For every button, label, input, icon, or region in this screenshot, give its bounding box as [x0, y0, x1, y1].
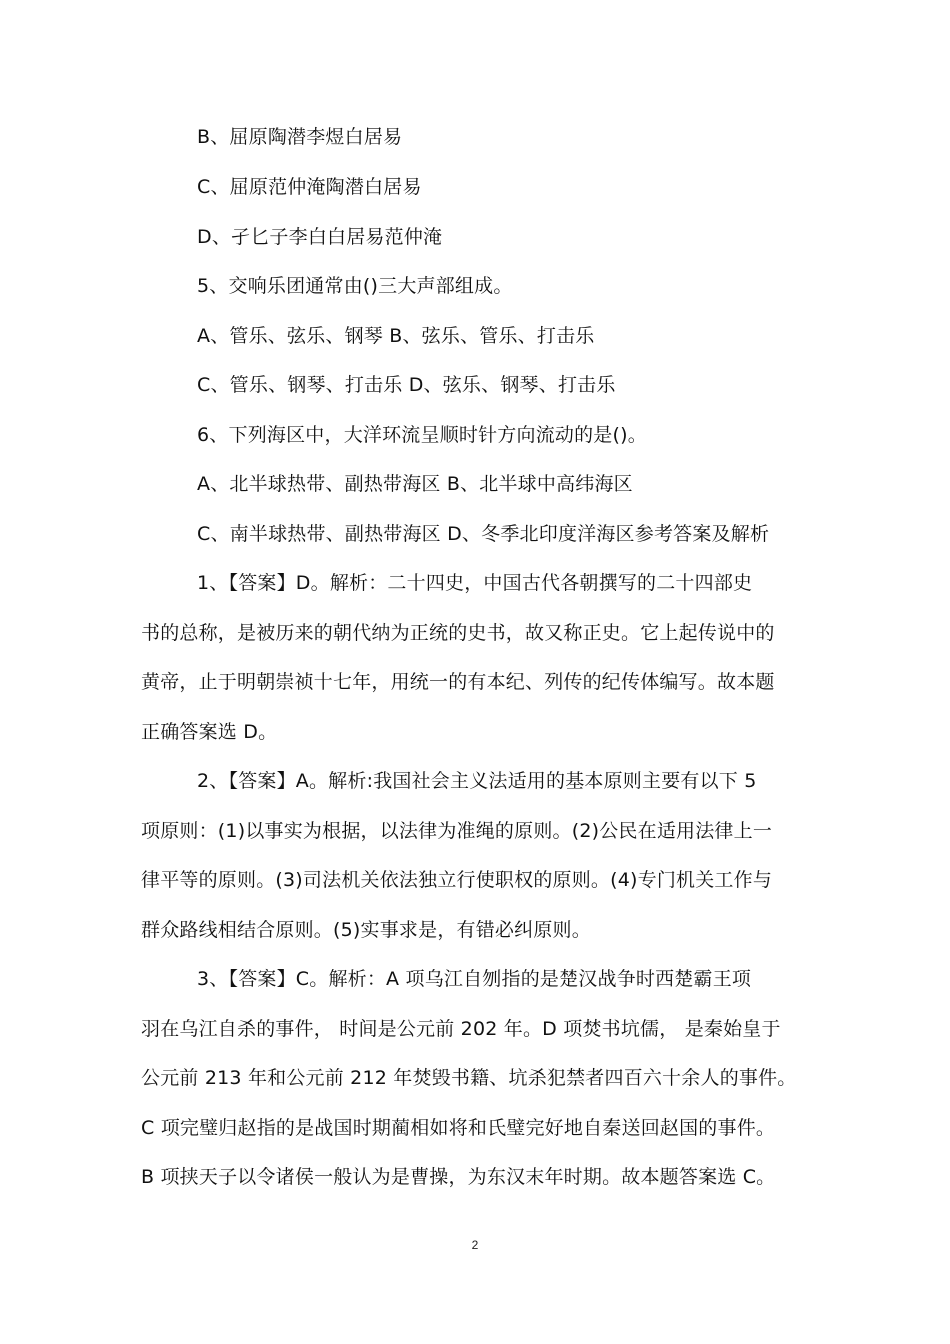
- options-cd-q6-and-answers-heading: C、南半球热带、副热带海区 D、冬季北印度洋海区参考答案及解析: [197, 523, 770, 545]
- answer-2-line-4: 群众路线相结合原则。(5)实事求是，有错必纠原则。: [141, 919, 591, 941]
- option-b-q4: B、屈原陶潜李煜白居易: [197, 126, 403, 148]
- options-ab-q6: A、北半球热带、副热带海区 B、北半球中高纬海区: [197, 473, 633, 495]
- options-cd-q5: C、管乐、钢琴、打击乐 D、弦乐、钢琴、打击乐: [197, 374, 616, 396]
- question-6: 6、下列海区中，大洋环流呈顺时针方向流动的是()。: [197, 424, 647, 446]
- answer-3-line-2: 羽在乌江自杀的事件， 时间是公元前 202 年。D 项焚书坑儒， 是秦始皇于: [141, 1018, 781, 1040]
- answer-3-line-5: B 项挟天子以令诸侯一般认为是曹操，为东汉末年时期。故本题答案选 C。: [141, 1166, 776, 1188]
- answer-2-line-3: 律平等的原则。(3)司法机关依法独立行使职权的原则。(4)专门机关工作与: [141, 869, 773, 891]
- answer-1-line-1: 1、【答案】D。解析：二十四史，中国古代各朝撰写的二十四部史: [197, 572, 753, 594]
- answer-3-line-1: 3、【答案】C。解析：A 项乌江自刎指的是楚汉战争时西楚霸王项: [197, 968, 752, 990]
- answer-3-line-3: 公元前 213 年和公元前 212 年焚毁书籍、坑杀犯禁者四百六十余人的事件。: [141, 1067, 797, 1089]
- answer-1-line-2: 书的总称，是被历来的朝代纳为正统的史书，故又称正史。它上起传说中的: [141, 622, 775, 644]
- answer-3-line-4: C 项完璧归赵指的是战国时期蔺相如将和氏璧完好地自秦送回赵国的事件。: [141, 1117, 776, 1139]
- answer-2-line-2: 项原则：(1)以事实为根据，以法律为准绳的原则。(2)公民在适用法律上一: [141, 820, 773, 842]
- options-ab-q5: A、管乐、弦乐、钢琴 B、弦乐、管乐、打击乐: [197, 325, 595, 347]
- option-d-q4: D、孑匕子李白白居易范仲淹: [197, 226, 443, 248]
- answer-2-line-1: 2、【答案】A。解析:我国社会主义法适用的基本原则主要有以下 5: [197, 770, 757, 792]
- answer-1-line-3: 黄帝，止于明朝崇祯十七年，用统一的有本纪、列传的纪传体编写。故本题: [141, 671, 775, 693]
- question-5: 5、交响乐团通常由()三大声部组成。: [197, 275, 513, 297]
- option-c-q4: C、屈原范仲淹陶潜白居易: [197, 176, 422, 198]
- answer-1-line-4: 正确答案选 D。: [141, 721, 278, 743]
- page-number: 2: [471, 1238, 479, 1252]
